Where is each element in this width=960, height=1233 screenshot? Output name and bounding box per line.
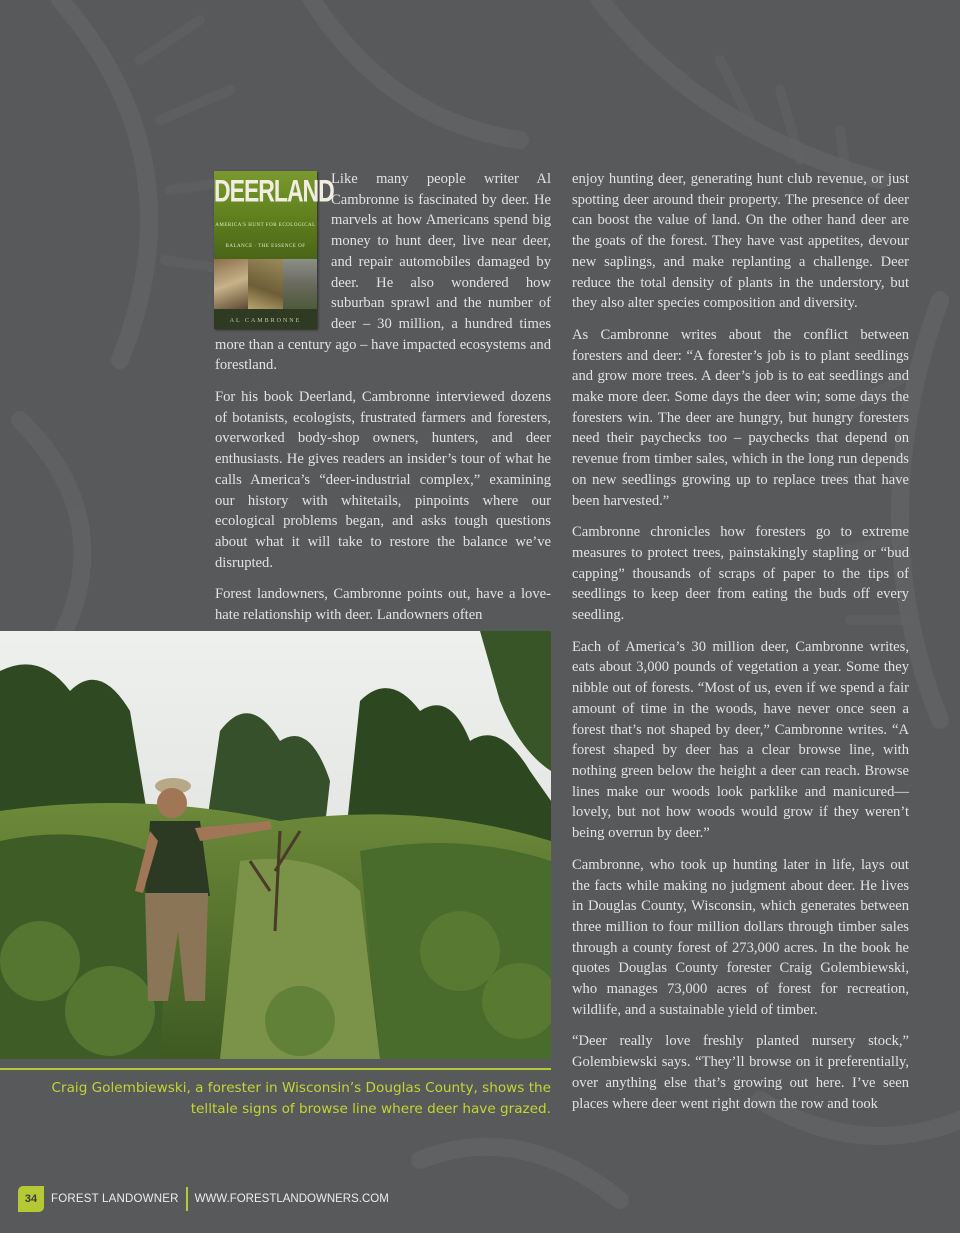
forester-photo: [0, 631, 551, 1059]
photo-caption: Craig Golembiewski, a forester in Wisconsin’s Douglas County, shows the telltale signs of browse line where deer have grazed.: [51, 1080, 551, 1117]
paragraph: Each of America’s 30 million deer, Cambronne writes, eats about 3,000 pounds of vegetation a year. Some they nibble out of forests. “Most of us, even if we spend a fair amount of time in the woods, have never once seen a forest that’s not shaped by deer,” Cambronne writes. “A forest shaped by deer has a clear browse line, with nothing green below the height a deer can reach. Browse lines make our woods look parklike and manicured—lovely, but not how woods would grow if they weren’t being overrun by deer.”: [572, 638, 909, 842]
paragraph: Forest landowners, Cambronne points out, have a love-hate relationship with deer. Landowners often: [215, 586, 551, 624]
article-column-left: [215, 169, 551, 637]
footer-divider: [186, 1187, 188, 1211]
paragraph: As Cambronne writes about the conflict between foresters and deer: “A forester’s job is to plant seedlings and grow more trees. A deer’s job is to eat seedlings and make more deer. Some days the deer win; some days the foresters win. The deer are hungry, but hungry foresters need their paychecks too – paychecks that depend on revenue from timber sales, which in the long run depends on new seedlings growing up to replace trees that have been harvested.”: [572, 326, 909, 509]
deerland-book-cover: [214, 171, 334, 329]
publication-name: FOREST LANDOWNER: [51, 1193, 179, 1205]
paragraph: enjoy hunting deer, generating hunt club revenue, or just spotting deer around their property. The presence of deer can boost the value of land. On the other hand deer are the goats of the forest. They have vast appetites, devour new saplings, and make replanting a challenge. Deer reduce the total density of plants in the understory, but they also alter species composition and diversity.: [572, 171, 909, 312]
book-title: DEERLAND: [214, 172, 334, 209]
article-column-right: [572, 169, 909, 1125]
caption-divider: [0, 1068, 551, 1070]
page-number: 34: [18, 1186, 44, 1212]
book-subtitle: AMERICA'S HUNT FOR ECOLOGICAL BALANCE · THE ESSENCE OF: [215, 223, 316, 249]
website-link[interactable]: WWW.FORESTLANDOWNERS.COM: [194, 1193, 389, 1205]
paragraph: For his book Deerland, Cambronne interviewed dozens of botanists, ecologists, frustrated farmers and foresters, overworked body-shop owners, hunters, and deer enthusiasts. He gives readers an insider’s tour of what he calls America’s “deer-industrial complex,” examining our history with whitetails, pinpoints where our ecological problems began, and asks tough questions about what it will take to restore the balance we’ve disrupted.: [215, 389, 551, 571]
book-author: AL CAMBRONNE: [229, 318, 302, 324]
paragraph: “Deer really love freshly planted nursery stock,” Golembiewski says. “They’ll browse on it preferentially, over anything else that’s growing out here. I’ve seen places where deer went right down the row and took: [572, 1033, 909, 1112]
paragraph: Like many people writer Al Cambronne is fascinated by deer. He marvels at how Americans spend big money to hunt deer, live near deer, and repair automobiles damaged by deer. He also wondered how suburban sprawl and the number of deer – 30 million, a hundred times more than a century ago – have impacted ecosystems and forestland.: [215, 171, 551, 374]
paragraph: Cambronne chronicles how foresters go to extreme measures to protect trees, painstakingly stapling or “bud capping” thousands of scraps of paper to the tips of seedlings to keep deer from eating the buds off every seedling.: [572, 524, 909, 624]
paragraph: Cambronne, who took up hunting later in life, lays out the facts while making no judgment about deer. He lives in Douglas County, Wisconsin, which generates between three million to four million dollars through timber sales through a county forest of 273,000 acres. In the book he quotes Douglas County forester Craig Golembiewski, who manages 73,000 acres of forest for recreation, wildlife, and a sustainable yield of timber.: [572, 856, 909, 1018]
page-footer: [18, 1186, 389, 1212]
book-cover-photos: [214, 259, 317, 309]
